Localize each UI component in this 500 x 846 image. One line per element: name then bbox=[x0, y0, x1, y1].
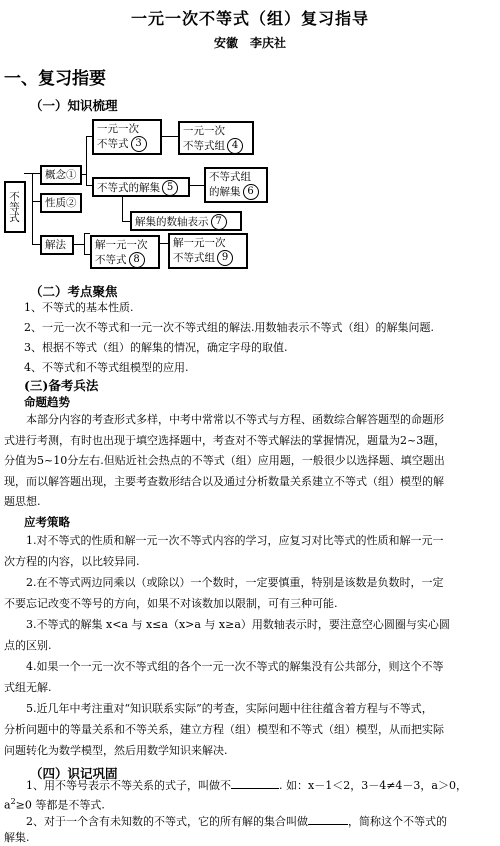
solve-system-node: 解一元一次 不等式组 9 bbox=[168, 233, 248, 269]
number-line-node: 解集的数轴表示 7 bbox=[130, 211, 242, 231]
property-node: 性质② bbox=[40, 193, 82, 213]
solution-set-node: 不等式的解集 5 bbox=[92, 177, 190, 197]
strategy-paragraph: 1.对不等式的性质和解一元一次不等式内容的学习，应复习对比等式的性质和解一元一 次方程的内容，以比较异同. 2.在不等式两边同乘以（或除以）一个数时，一定要慎重，特别是该数是负数时，一定 不要忘记改变不等号的方向，如果不对该数加以限制，可有三种可能. 3.不等式的解集 x<a 与 x≤a（x>a 与 x≥a）用数轴表示时，要注意空心圆圈与实心圆 点的区别. 4.如果一个一元一次不等式组的各个一元一次不等式的解集没有公共部分，则这个不等 式组无解. 5.近几年中考注重对“知识联系实际”的考查，实际问题中往往蕴含着方程与不等式， 分析问题中的等量关系和不等关系，建立方程（组）模型和不等式（组）模型，从而把实际 问题转化为数学模型，然后用数学知识来解决. bbox=[4, 534, 450, 757]
list-item: 4、不等式和不等式组模型的应用. bbox=[24, 361, 189, 374]
authors: 安徽 李庆社 bbox=[213, 36, 286, 50]
solve-inequality-node: 解一元一次 不等式 8 bbox=[90, 235, 160, 269]
trend-heading: 命题趋势 bbox=[24, 395, 70, 409]
root-node: 不等式 bbox=[4, 181, 26, 233]
subsection-heading: (三)备考兵法 bbox=[24, 378, 99, 393]
review-questions: 1、用不等号表示不等关系的式子，叫做不 . 如：x－1＜2，3－4≠4－3，a＞0， $a^2\ge 0$ 等都是不等式. 2、对于一个含有未知数的不等式，它的所有解的集合叫做 ，简称这个不等式的 解集. bbox=[4, 779, 467, 844]
subsection-heading: （四）识记巩固 bbox=[30, 766, 118, 781]
linear-inequality-node: 一元一次 不等式 3 bbox=[92, 119, 162, 155]
exam-points-list bbox=[24, 298, 494, 378]
knowledge-diagram bbox=[0, 115, 300, 275]
list-item: 3、根据不等式（组）的解集的情况，确定字母的取值. bbox=[24, 341, 288, 354]
answer-blank[interactable] bbox=[308, 824, 348, 825]
subsection-heading: （一）知识梳理 bbox=[30, 98, 118, 113]
concept-node: 概念① bbox=[40, 165, 82, 185]
answer-blank[interactable] bbox=[231, 788, 279, 789]
inequality-system-node: 一元一次 不等式组 4 bbox=[178, 121, 254, 155]
system-solution-set-node: 不等式组 的解集 6 bbox=[204, 167, 268, 203]
list-item: 2、一元一次不等式和一元一次不等式组的解法.用数轴表示不等式（组）的解集问题. bbox=[24, 321, 434, 334]
subsection-heading: （二）考点聚焦 bbox=[30, 284, 118, 299]
strategy-heading: 应考策略 bbox=[24, 515, 70, 529]
section-heading: 一、复习指要 bbox=[4, 69, 106, 89]
page-title: 一元一次不等式（组）复习指导 bbox=[130, 9, 369, 28]
method-node: 解法 bbox=[40, 235, 74, 255]
list-item: 1、不等式的基本性质. bbox=[24, 301, 134, 314]
trend-paragraph: 本部分内容的考查形式多样，中考中常常以不等式与方程、函数综合解答题型的命题形 式进行考测，有时也出现于填空选择题中，考查对不等式解法的掌握情况，题量为2~3题， 分值为5~10分左右.但贴近社会热点的不等式（组）应用题，一般很少以选择题、填空题出 现，而以解答题出现，主要考查数形结合以及通过分析数量关系建立不等式（组）模型的解 题思想. bbox=[4, 413, 446, 508]
